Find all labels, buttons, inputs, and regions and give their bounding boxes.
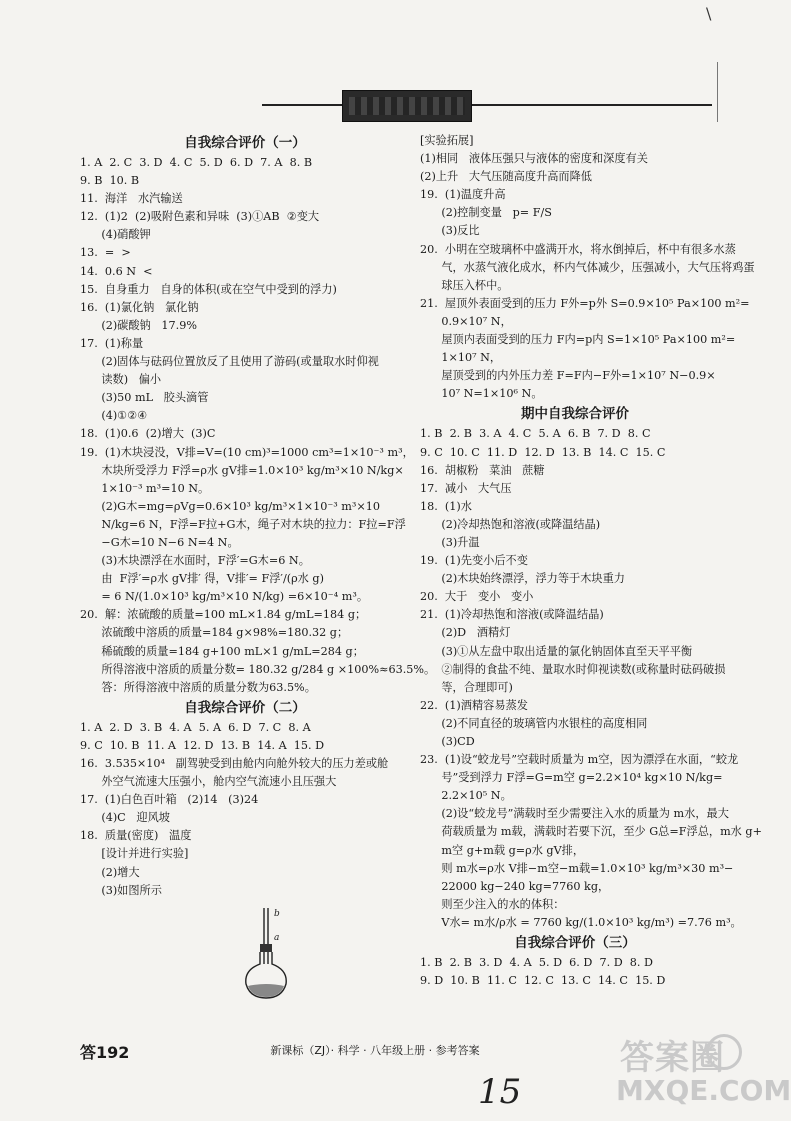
answer-line: (3)CD: [420, 735, 475, 748]
experiment-figure: [80, 900, 410, 1000]
answer-line: 9. B 10. B: [80, 174, 140, 188]
label-a: a: [274, 932, 280, 943]
answer-line: 由 F浮′=ρ水 gV排′ 得，V排′= F浮′/(ρ水 g): [80, 572, 324, 586]
answer-line: 屋顶内表面受到的压力 F内=p内 S=1×10⁵ Pa×100 m²=: [420, 333, 736, 347]
section-title-eval-1: 自我综合评价（一）: [184, 135, 306, 151]
right-column: [420, 132, 762, 990]
left-column: [80, 132, 436, 1000]
answer-line: (2)木块始终漂浮，浮力等于木块重力: [420, 572, 625, 586]
answer-line: 16. (1)氯化钠 氯化钠: [80, 300, 199, 314]
answer-line: (2)增大: [80, 865, 140, 879]
answer-line: 15. 自身重力 自身的体积(或在空气中受到的浮力): [80, 282, 337, 296]
answer-line: 12. (1)2 (2)吸附色素和异味 (3)①AB ②变大: [80, 210, 320, 224]
answer-line: (2)控制变量 p= F/S: [420, 206, 552, 220]
answer-line: (3)反比: [420, 224, 480, 238]
eval-2-answers: [80, 719, 410, 900]
answer-line: 21. (1)冷却热饱和溶液(或降温结晶): [420, 608, 604, 622]
right-continued-answers: [420, 132, 755, 403]
corner-mark: \: [706, 4, 712, 23]
answer-line: 1×10⁷ N，: [420, 351, 502, 365]
answer-line: −G木=10 N−6 N=4 N。: [80, 535, 239, 549]
answer-line: 11. 海洋 水汽输送: [80, 192, 183, 206]
answer-line: 9. D 10. B 11. C 12. C 13. C 14. C 15. D: [420, 974, 666, 988]
answer-line: 1. B 2. B 3. D 4. A 5. D 6. D 7. D 8. D: [420, 956, 653, 970]
watermark-text-cn: 答案圈: [620, 1038, 725, 1078]
midterm-answers: [420, 425, 762, 932]
answer-line: [实验拓展]: [420, 134, 474, 147]
section-title-eval-3: 自我综合评价（三）: [514, 935, 636, 952]
answer-line: 22000 kg−240 kg=7760 kg，: [420, 879, 610, 893]
answer-line: 20. 大于 变小 变小: [420, 590, 534, 604]
answer-line: 10⁷ N=1×10⁶ N。: [420, 387, 543, 401]
answer-line: (4)硝酸钾: [80, 228, 151, 242]
handwritten-number: 15: [478, 1072, 522, 1112]
answer-line: 1. A 2. D 3. B 4. A 5. A 6. D 7. C 8. A: [80, 720, 311, 734]
answer-line: (2)G木=mg=ρVg=0.6×10³ kg/m³×1×10⁻³ m³×10: [80, 499, 381, 513]
answer-line: 19. (1)木块浸没，V排=V=(10 cm)³=1000 cm³=1×10⁻³ m³，: [80, 445, 414, 459]
eval-1-answers: [80, 154, 436, 697]
answer-line: 0.9×10⁷ N，: [420, 314, 512, 328]
answer-line: 17. (1)白色百叶箱 (2)14 (3)24: [80, 793, 259, 807]
answer-line: m空 g+m载 g=ρ水 gV排，: [420, 843, 585, 857]
flask-diagram: [238, 902, 298, 1000]
answer-line: 则至少注入的水的体积：: [420, 897, 565, 911]
answer-line: 1. B 2. B 3. A 4. C 5. A 6. B 7. D 8. C: [420, 427, 651, 441]
answer-line: [设计并进行实验]: [80, 847, 189, 861]
answer-line: 14. 0.6 N <: [80, 264, 153, 278]
answer-line: 21. 屋顶外表面受到的压力 F外=p外 S=0.9×10⁵ Pa×100 m²=: [420, 296, 750, 310]
answer-line: (1)相同 液体压强只与液体的密度和深度有关: [420, 152, 648, 166]
answer-line: 16. 3.535×10⁴ 副驾驶受到由舱内向舱外较大的压力差或舱: [80, 757, 389, 770]
answer-line: 读数) 偏小: [80, 373, 162, 387]
answer-line: 16. 胡椒粉 菜油 蔗糖: [420, 463, 545, 477]
answer-line: 稀硫酸的质量=184 g+100 mL×1 g/mL=284 g；: [80, 644, 364, 658]
answer-line: 号”受到浮力 F浮=G=m空 g=2.2×10⁴ kg×10 N/kg=: [420, 771, 723, 785]
answer-line: (3)木块漂浮在水面时，F浮′=G木=6 N。: [80, 554, 310, 568]
answer-line: 木块所受浮力 F浮=ρ水 gV排=1.0×10³ kg/m³×10 N/kg×: [80, 463, 404, 477]
watermark-circle-icon: [706, 1034, 742, 1070]
answer-line: 18. (1)水: [420, 499, 472, 513]
answer-line: 荷载质量为 m载，满载时若要下沉，至少 G总=F浮总，m水 g+: [420, 825, 762, 839]
answer-line: (2)固体与砝码位置放反了且使用了游码(或量取水时仰视: [80, 355, 379, 369]
answer-line: 18. 质量(密度) 温度: [80, 829, 192, 843]
page-number: 答192: [80, 1043, 130, 1062]
answer-line: ②制得的食盐不纯、量取水时仰视读数(或称量时砝码破损: [420, 662, 726, 676]
answer-line: (3)①从左盘中取出适量的氯化钠固体直至天平平衡: [420, 644, 693, 658]
answer-line: 浓硫酸中溶质的质量=184 g×98%=180.32 g；: [80, 626, 349, 640]
answer-line: 20. 解：浓硫酸的质量=100 mL×1.84 g/mL=184 g；: [80, 608, 367, 622]
answer-line: 18. (1)0.6 (2)增大 (3)C: [80, 427, 216, 441]
answer-line: 1×10⁻³ m³=10 N。: [80, 481, 210, 495]
header-banner: [342, 90, 472, 122]
answer-line: (3)如图所示: [80, 883, 162, 897]
answer-line: 外空气流速大压强小，舱内空气流速小且压强大: [80, 775, 337, 789]
eval-3-answers: [420, 954, 730, 990]
answer-line: 答：所得溶液中溶质的质量分数为63.5%。: [80, 680, 316, 694]
answer-line: 屋顶受到的内外压力差 F=F内−F外=1×10⁷ N−0.9×: [420, 369, 716, 383]
answer-line: 则 m水=ρ水 V排−m空−m载=1.0×10³ kg/m³×30 m³−: [420, 861, 734, 875]
answer-line: 气，水蒸气液化成水，杯内气体减少，压强减小，大气压将鸡蛋: [420, 260, 755, 274]
answer-line: 20. 小明在空玻璃杯中盛满开水，将水倒掉后，杯中有很多水蒸: [420, 242, 736, 256]
answer-line: N/kg=6 N，F浮=F拉+G木，绳子对木块的拉力：F拉=F浮: [80, 517, 406, 531]
label-b: b: [274, 908, 280, 919]
answer-line: (2)不同直径的玻璃管内水银柱的高度相同: [420, 716, 648, 730]
section-title-midterm: 期中自我综合评价: [521, 406, 629, 423]
answer-line: 23. (1)设“蛟龙号”空载时质量为 m空，因为漂浮在水面，“蛟龙: [420, 753, 739, 767]
watermark: [612, 1030, 791, 1110]
answer-line: 2.2×10⁵ N。: [420, 789, 512, 803]
answer-line: (4)①②④: [80, 409, 148, 423]
header-rule: [262, 104, 712, 106]
section-title-eval-2: 自我综合评价（二）: [184, 699, 306, 716]
footer-caption: 新课标（ZJ）· 科学 · 八年级上册 · 参考答案: [270, 1044, 480, 1057]
watermark-text-url: MXQE.COM: [616, 1074, 791, 1107]
answer-line: V水= m水/ρ水 = 7760 kg/(1.0×10³ kg/m³) =7.76 m³。: [420, 915, 742, 929]
answer-line: (2)碳酸钠 17.9%: [80, 318, 197, 332]
answer-line: (2)D 酒精灯: [420, 626, 511, 640]
answer-line: (4)C 迎风坡: [80, 811, 170, 825]
binding-line: [717, 62, 718, 122]
answer-line: 17. (1)称量: [80, 336, 144, 350]
answer-line: 19. (1)温度升高: [420, 188, 506, 202]
answer-line: 22. (1)酒精容易蒸发: [420, 698, 528, 712]
answer-line: (3)升温: [420, 535, 480, 549]
answer-line: 1. A 2. C 3. D 4. C 5. D 6. D 7. A 8. B: [80, 156, 313, 169]
answer-line: (2)上升 大气压随高度升高而降低: [420, 170, 592, 184]
answer-line: (2)设“蛟龙号”满载时至少需要注入水的质量为 m水，最大: [420, 807, 729, 821]
answer-line: 球压入杯中。: [420, 278, 509, 292]
answer-line: 19. (1)先变小后不变: [420, 554, 528, 568]
answer-line: 13. = >: [80, 246, 131, 260]
answer-line: 等，合理即可): [420, 680, 513, 694]
answer-line: (2)冷却热饱和溶液(或降温结晶): [420, 517, 601, 531]
answer-line: (3)50 mL 胶头滴管: [80, 391, 209, 405]
answer-line: 17. 减小 大气压: [420, 481, 512, 495]
answer-line: 9. C 10. B 11. A 12. D 13. B 14. A 15. D: [80, 738, 325, 752]
answer-line: = 6 N/(1.0×10³ kg/m³×10 N/kg) =6×10⁻⁴ m³。: [80, 590, 369, 604]
answer-line: 所得溶液中溶质的质量分数= 180.32 g/284 g ×100%≈63.5%。: [80, 662, 436, 676]
answer-line: 9. C 10. C 11. D 12. D 13. B 14. C 15. C: [420, 445, 666, 459]
